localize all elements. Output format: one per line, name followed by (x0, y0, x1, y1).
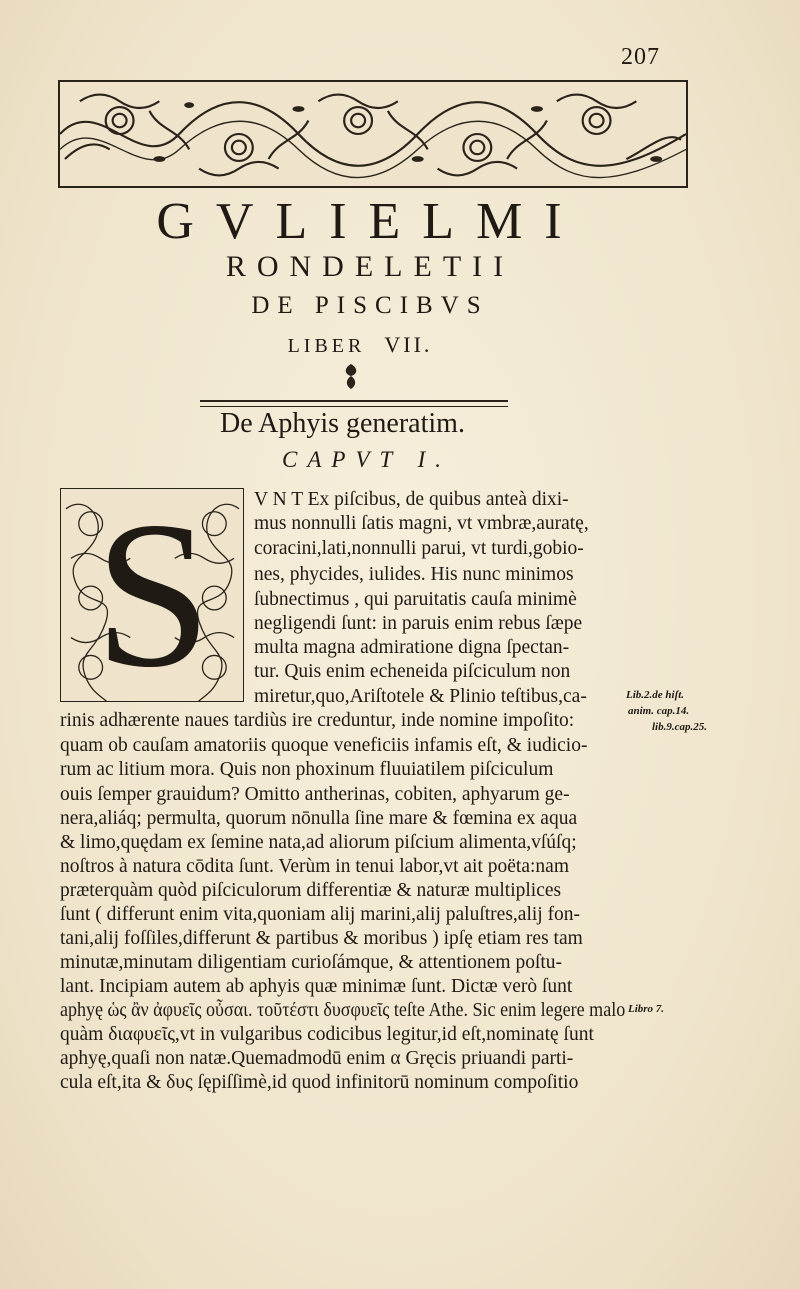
text-line: aphyę,quaſi non natæ.Quemadmodū enim α Gręcis priuandi parti- (60, 1048, 574, 1069)
author-first-name: GVLIELMI (156, 193, 584, 250)
liber-word: LIBER (287, 335, 366, 357)
text-line: rum ac litium mora. Quis non phoxinum fluuiatilem piſciculum (60, 759, 554, 780)
margin-note: Libro 7. (628, 1003, 665, 1015)
text-line: multa magna admiratione digna ſpectan- (254, 637, 570, 658)
text-line: nes, phycides, iulides. His nunc minimos (254, 564, 574, 585)
text-line: noſtros à natura cōdita ſunt. Verùm in tenui labor,vt ait poëta:nam (60, 856, 569, 877)
text-line: aphyę ὡς ἂν ἀφυεῖς οὖσαι. τοῦτέστι δυσφυεῖς teſte Athe. Sic enim legere malo (60, 1000, 626, 1021)
author-surname: RONDELETII (225, 250, 515, 283)
ornamental-headpiece (58, 80, 688, 188)
margin-note: Lib.2.de hiſt. (626, 689, 685, 701)
chapter-title: De Aphyis generatim. (220, 408, 465, 439)
text-line: & limo,quędam ex ſemine nata,ad aliorum piſcium alimenta,vſúſq; (60, 832, 577, 853)
text-line: V N T Ex piſcibus, de quibus anteà dixi- (254, 489, 569, 510)
page-number: 207 (621, 44, 660, 70)
text-line: præterquàm quòd piſciculorum differentiæ & naturæ multiplices (60, 880, 562, 901)
text-line: miretur,quo,Ariſtotele & Plinio teſtibus,ca- (254, 686, 587, 707)
text-line: negligendi ſunt: in paruis enim rebus ſæpe (254, 613, 583, 634)
text-line: rinis adhærente naues tardiùs ire creduntur, inde nomine impoſito: (60, 710, 575, 731)
text-line: coracini,lati,nonnulli parui, vt turdi,gobio- (254, 538, 584, 559)
text-line: ſubnectimus , qui paruitatis cauſa minimè (254, 589, 577, 610)
liber-numeral: VII. (384, 332, 433, 357)
text-line: lant. Incipiam autem ab aphyis quæ minimæ ſunt. Dictæ verò ſunt (60, 976, 573, 997)
book-number (0, 332, 720, 358)
chapter-number: CAPVT I. (282, 447, 452, 472)
text-line: mus nonnulli ſatis magni, vt vmbræ,auratę, (254, 513, 589, 534)
text-line: cula eſt,ita & δυς ſępiſſimè,id quod infinitorū nominum compoſitio (60, 1072, 579, 1093)
text-line: tani,alij foſſiles,differunt & partibus & moribus ) ipſę etiam res tam (60, 928, 583, 949)
text-line: minutæ,minutam diligentiam curioſámque, & attentionem poſtu- (60, 952, 563, 973)
text-line: ouis ſemper grauidum? Omitto antherinas, cobiten, aphyarum ge- (60, 784, 570, 805)
fleuron-icon (340, 362, 362, 390)
text-line: quam ob cauſam amatoriis quoque veneficiis infamis eſt, & iudicio- (60, 735, 588, 756)
margin-note: lib.9.cap.25. (652, 721, 707, 733)
initial-letter: S (94, 488, 212, 702)
text-line: ſunt ( differunt enim vita,quoniam alij marini,alij paluſtres,alij fon- (60, 904, 581, 925)
text-line: nera,aliáq; permulta, quorum nōnulla ſine mare & fœmina ex aqua (60, 808, 578, 829)
text-line: tur. Quis enim echeneida piſciculum non (254, 661, 571, 682)
divider-rule (200, 400, 508, 402)
decorated-initial (60, 488, 244, 702)
divider-rule-thin (200, 406, 508, 407)
margin-note: anim. cap.14. (628, 705, 690, 717)
work-title: DE PISCIBVS (251, 292, 489, 319)
text-line: quàm διαφυεῖς,vt in vulgaribus codicibus legitur,id eſt,nominatę ſunt (60, 1024, 594, 1045)
